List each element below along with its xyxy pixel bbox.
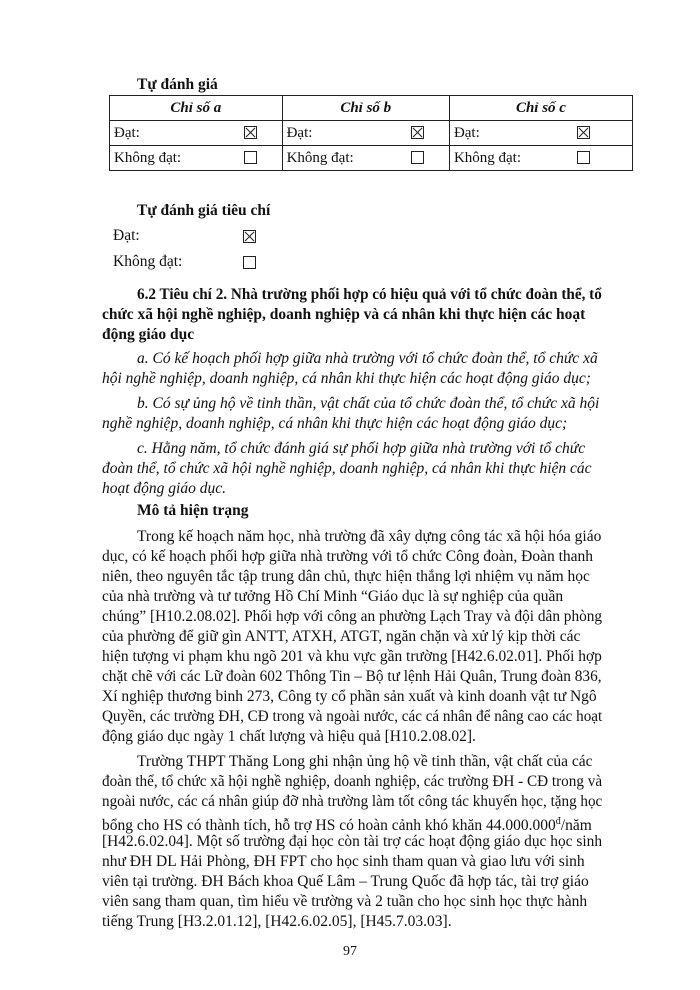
description-heading: Mô tả hiện trạng <box>137 502 249 519</box>
paragraph-line: viên sang tham quan, tìm hiểu về trường và 2 tuần cho học sinh học thực hành <box>102 893 588 910</box>
fail-label: Không đạt: <box>453 149 522 166</box>
currency-superscript: đ <box>555 816 561 827</box>
pass-cell-a <box>110 121 283 146</box>
column-header-a: Chỉ số a <box>110 96 283 121</box>
paragraph-line: chúng” [H10.2.08.02]. Phối hợp với công an phường Lạch Tray và đội dân phòng <box>102 608 603 625</box>
checked-box-icon[interactable] <box>411 126 424 139</box>
paragraph-line: niên, theo nguyên tắc tập trung dân chủ, thực hiện thắng lợi nhiệm vụ năm học <box>102 568 590 585</box>
empty-box-icon[interactable] <box>577 151 590 164</box>
criterion-pass-label: Đạt: <box>113 227 140 244</box>
criterion-eval-heading: Tự đánh giá tiêu chí <box>137 202 271 219</box>
paragraph-line: của phường để giữ gìn ANTT, ATXH, ATGT, ngăn chặn và xử lý kịp thời các <box>102 628 581 645</box>
criterion-item-line: c. Hằng năm, tổ chức đánh giá sự phối hợp giữa nhà trường với tổ chức <box>137 440 586 457</box>
paragraph-line: ngoài nước, các cá nhân giúp đỡ nhà trường làm tốt công tác khuyến học, tặng học <box>102 793 603 810</box>
self-eval-pass-row <box>110 121 633 146</box>
criterion-item-line: nghề nghiệp, doanh nghiệp, cá nhân khi thực hiện các hoạt động giáo dục; <box>102 415 568 432</box>
paragraph-line: Quyền, các trường ĐH, CĐ trong và ngoài nước, các cá nhân để nâng cao các hoạt <box>102 708 603 725</box>
criterion-item-line: hoạt động giáo dục. <box>102 480 226 497</box>
criterion-title-line: động giáo dục <box>102 326 195 343</box>
criterion-item-line: b. Có sự ủng hộ về tinh thần, vật chất của tổ chức đoàn thể, tổ chức xã hội <box>137 395 600 412</box>
paragraph-line: [H42.6.02.04]. Một số trường đại học còn tài trợ các hoạt động giáo dục học sinh <box>102 833 603 850</box>
empty-box-icon[interactable] <box>244 151 257 164</box>
criterion-item-line: a. Có kế hoạch phối hợp giữa nhà trường với tổ chức đoàn thể, tổ chức xã <box>137 350 598 367</box>
paragraph-line: Trong kế hoạch năm học, nhà trường đã xây dựng công tác xã hội hóa giáo <box>137 528 602 545</box>
paragraph-line-text: bổng cho HS có thành tích, hỗ trợ HS có hoàn cảnh khó khăn 44.000.000 <box>102 817 556 835</box>
fail-cell-b <box>282 146 449 171</box>
pass-cell-c <box>449 121 632 146</box>
checked-box-icon[interactable] <box>243 230 256 243</box>
self-eval-header-row <box>110 96 633 121</box>
empty-box-icon[interactable] <box>243 256 256 269</box>
fail-cell-c <box>449 146 632 171</box>
per-year-text: /năm <box>560 817 592 835</box>
checked-box-icon[interactable] <box>577 126 590 139</box>
pass-label: Đạt: <box>286 124 313 141</box>
paragraph-line: như ĐH DL Hải Phòng, ĐH FPT cho học sinh tham quan và giao lưu với sinh <box>102 853 585 870</box>
criterion-item-line: hội nghề nghiệp, doanh nghiệp, cá nhân khi thực hiện các hoạt động giáo dục; <box>102 370 591 387</box>
paragraph-line: hiện tượng vi phạm khu ngõ 201 và khu vực gần trường [H42.6.02.01]. Phối hợp <box>102 648 602 665</box>
paragraph-line: viên tại trường. ĐH Bách khoa Quế Lâm – Trung Quốc đã hợp tác, tài trợ giáo <box>102 873 589 890</box>
criterion-title-line: 6.2 Tiêu chí 2. Nhà trường phối hợp có hiệu quả với tổ chức đoàn thể, tổ <box>137 286 602 303</box>
paragraph-line: Trường THPT Thăng Long ghi nhận ủng hộ về tinh thần, vật chất của các <box>137 753 593 770</box>
criterion-fail-label: Không đạt: <box>113 253 183 270</box>
pass-label: Đạt: <box>453 124 480 141</box>
paragraph-line: Xí nghiệp thương binh 273, Công ty cổ phần sản xuất và kinh doanh vật tư Ngô <box>102 688 597 705</box>
column-header-b: Chỉ số b <box>282 96 449 121</box>
checked-box-icon[interactable] <box>244 126 257 139</box>
paragraph-line: của nhà trường và tư tưởng Hồ Chí Minh “Giáo dục là sự nghiệp của quần <box>102 588 564 605</box>
paragraph-line: đoàn thể, tổ chức xã hội nghề nghiệp, doanh nghiệp, các trường ĐH - CĐ trong và <box>102 773 603 790</box>
criterion-item-line: đoàn thể, tổ chức xã hội nghề nghiệp, doanh nghiệp, cá nhân khi thực hiện các <box>102 460 592 477</box>
paragraph-line: chặt chẽ với các Lữ đoàn 602 Thông Tin – Bộ tư lệnh Hải Quân, Trung đoàn 836, <box>102 668 602 685</box>
self-eval-fail-row <box>110 146 633 171</box>
page-number: 97 <box>343 944 357 959</box>
paragraph-line: dục, có kế hoạch phối hợp giữa nhà trường với tổ chức Công đoàn, Đoàn thanh <box>102 548 594 565</box>
self-eval-table <box>109 95 633 171</box>
paragraph-line: động giáo dục ngày 1 chất lượng và hiệu quả [H10.2.08.02]. <box>102 728 476 745</box>
self-eval-heading: Tự đánh giá <box>137 76 218 93</box>
pass-cell-b <box>282 121 449 146</box>
column-header-c: Chỉ số c <box>449 96 632 121</box>
fail-cell-a <box>110 146 283 171</box>
pass-label: Đạt: <box>114 124 140 141</box>
fail-label: Không đạt: <box>286 149 354 166</box>
paragraph-line: tiếng Trung [H3.2.01.12], [H42.6.02.05], [H45.7.03.03]. <box>102 913 452 930</box>
empty-box-icon[interactable] <box>411 151 424 164</box>
criterion-title-line: chức xã hội nghề nghiệp, doanh nghiệp và cá nhân khi thực hiện các hoạt <box>102 306 586 323</box>
fail-label: Không đạt: <box>114 149 182 166</box>
